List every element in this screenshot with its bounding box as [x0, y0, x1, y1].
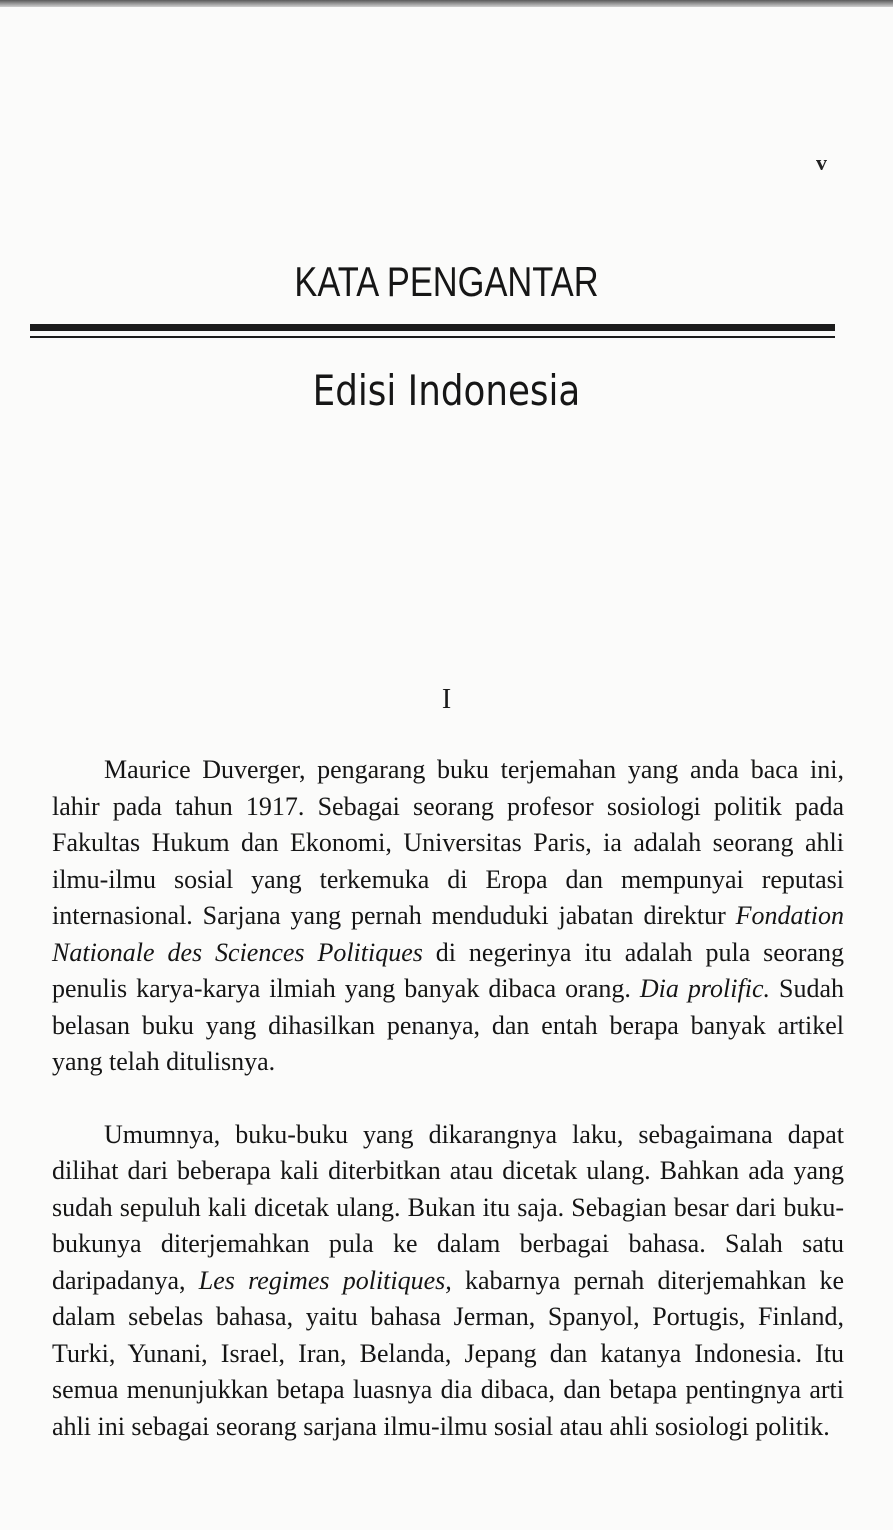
paragraph-2-text-a: Umumnya, buku-buku yang dikarangnya laku, sebagaimana dapat dilihat dari beberapa kali diterbitkan atau dicetak ulang. Bahkan ada yang sudah sepuluh kali dicetak ulang. Bukan itu saja. Sebagian besar dari buku-bukunya diterjemahkan pula ke dalam berbagai bahasa. Salah satu daripadanya,: [52, 1119, 844, 1295]
title-rule-thin: [30, 336, 835, 338]
paragraph-1-italic-b: Dia prolific.: [639, 974, 770, 1003]
paragraph-1-text-b: di negerinya itu adalah pula seorang penulis karya-karya ilmiah yang banyak dibaca orang.: [52, 937, 844, 1003]
page-number: v: [816, 150, 827, 175]
section-numeral: I: [441, 684, 452, 715]
paragraph-2-italic-a: Les regimes politiques,: [198, 1265, 452, 1295]
page-title: KATA PENGANTAR: [294, 258, 599, 305]
title-rule-thick: [30, 324, 835, 331]
paragraph-1-text-a: Maurice Duverger, pengarang buku terjemahan yang anda baca ini, lahir pada tahun 1917. Sebagai seorang profesor sosiologi politik pada Fakultas Hukum dan Ekonomi, Universitas Paris, ia adalah seorang ahli ilmu-ilmu sosial yang terkemuka di Eropa dan mempunyai reputasi internasional. Sarjana yang pernah menduduki jabatan direktur: [52, 755, 844, 930]
paragraph-2-text-b: kabarnya pernah diterjemahkan ke dalam sebelas bahasa, yaitu bahasa Jerman, Spanyol, Portugis, Finland, Turki, Yunani, Israel, Iran, Belanda, Jepang dan katanya Indonesia. Itu semua menunjukkan betapa luasnya dia dibaca, dan betapa pentingnya arti ahli ini sebagai seorang sarjana ilmu-ilmu sosial atau ahli sosiologi politik.: [52, 1265, 844, 1441]
paragraph-1-text-c: Sudah belasan buku yang dihasilkan penanya, dan entah berapa banyak artikel yang telah ditulisnya.: [52, 974, 845, 1076]
page-subtitle: Edisi Indonesia: [312, 366, 581, 415]
paragraph-1: [52, 752, 844, 1081]
paragraph-2: [52, 1117, 844, 1446]
show-through-text: [40, 150, 840, 216]
paragraph-1-italic-a: Fondation Nationale des Sciences Politiques: [52, 901, 844, 967]
body-text: [52, 752, 844, 1445]
scan-edge: [0, 0, 893, 7]
